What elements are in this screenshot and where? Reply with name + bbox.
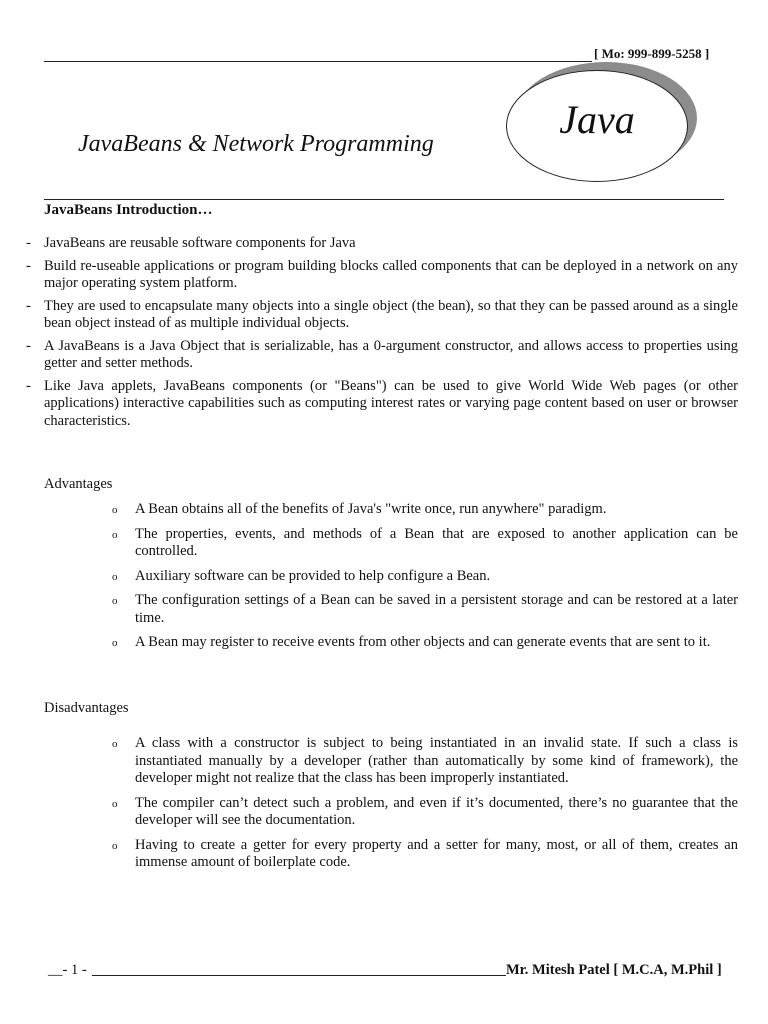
circle-bullet: o <box>112 797 118 810</box>
disadvantages-list <box>112 735 738 879</box>
disadvantage-item-text: Having to create a getter for every property and a setter for many, most, or all of them, creates an immense amount of boilerplate code. <box>135 836 738 870</box>
contact-number: [ Mo: 999-899-5258 ] <box>594 46 710 61</box>
disadvantages-heading: Disadvantages <box>44 700 129 716</box>
intro-item <box>26 298 738 333</box>
dash-bullet: - <box>26 337 31 354</box>
circle-bullet: o <box>112 504 118 516</box>
section-heading-intro: JavaBeans Introduction… <box>44 202 213 218</box>
advantage-item-text: The configuration settings of a Bean can be saved in a persistent storage and can be restored at a later time. <box>135 592 738 626</box>
intro-item-text: Build re-useable applications or program building blocks called components that can be deployed in a network on any major operating system platform. <box>44 257 738 291</box>
disadvantage-item-text: A class with a constructor is subject to being instantiated in an invalid state. If such a class is instantiated manually by a developer (rather than automatically by some kind of framework), the developer might not realize that the class has been improperly instantiated. <box>135 735 738 786</box>
intro-item-text: They are used to encapsulate many objects into a single object (the bean), so that they can be passed around as a single bean object instead of as multiple individual objects. <box>44 297 738 331</box>
intro-item-text: JavaBeans are reusable software components for Java <box>44 235 356 251</box>
header-rule <box>44 61 592 62</box>
circle-bullet: o <box>112 839 118 852</box>
intro-item <box>26 258 738 293</box>
circle-bullet: o <box>112 738 118 750</box>
disadvantage-item <box>112 795 738 830</box>
circle-bullet: o <box>112 570 118 583</box>
footer-rule <box>92 975 506 976</box>
circle-bullet: o <box>112 528 118 541</box>
advantage-item-text: A Bean may register to receive events from other objects and can generate events that are sent to it. <box>135 634 711 650</box>
advantage-item <box>112 568 738 586</box>
advantages-heading: Advantages <box>44 476 113 492</box>
intro-item-text: Like Java applets, JavaBeans components (or "Beans") can be used to give World Wide Web pages (or other applications) interactive capabilities such as computing interest rates or varying page content based on user or browser characteristics. <box>44 377 738 429</box>
advantages-list <box>112 501 738 659</box>
intro-item <box>26 378 738 431</box>
advantage-item-text: The properties, events, and methods of a Bean that are exposed to another application can be controlled. <box>135 525 738 559</box>
dash-bullet: - <box>26 297 31 314</box>
disadvantage-item <box>112 735 738 788</box>
dash-bullet: - <box>26 377 31 394</box>
page-number: __- 1 - <box>48 962 87 978</box>
java-logo-text: Java <box>559 97 635 142</box>
circle-bullet: o <box>112 637 118 649</box>
intro-item-text: A JavaBeans is a Java Object that is serializable, has a 0-argument constructor, and allows access to properties using getter and setter methods. <box>44 337 738 371</box>
advantage-item-text: A Bean obtains all of the benefits of Java's "write once, run anywhere" paradigm. <box>135 501 607 517</box>
author-credit: Mr. Mitesh Patel [ M.C.A, M.Phil ] <box>506 962 722 978</box>
circle-bullet: o <box>112 595 118 607</box>
advantage-item <box>112 501 738 519</box>
intro-list <box>26 235 738 435</box>
disadvantage-item-text: The compiler can’t detect such a problem, and even if it’s documented, there’s no guarantee that the developer will see the documentation. <box>135 794 738 828</box>
advantage-item <box>112 592 738 627</box>
dash-bullet: - <box>26 235 31 251</box>
disadvantage-item <box>112 837 738 872</box>
page-title: JavaBeans & Network Programming <box>78 131 434 157</box>
advantage-item <box>112 634 738 652</box>
intro-item <box>26 235 738 253</box>
intro-item <box>26 338 738 373</box>
dash-bullet: - <box>26 257 31 274</box>
advantage-item-text: Auxiliary software can be provided to help configure a Bean. <box>135 567 491 584</box>
advantage-item <box>112 526 738 561</box>
